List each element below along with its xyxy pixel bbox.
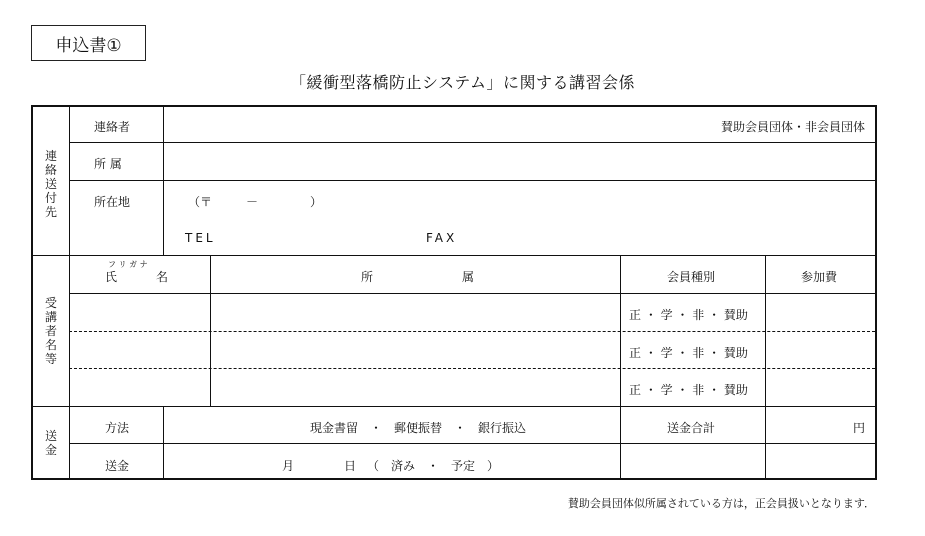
affiliation-header-1: 所 xyxy=(361,270,374,284)
address-label: 所在地 xyxy=(94,195,131,209)
attendee-section-label: 受講者名等 xyxy=(44,296,57,366)
payment-section-label: 送金 xyxy=(44,429,57,457)
total-label: 送金合計 xyxy=(667,421,716,435)
postal-dash: － xyxy=(246,195,259,209)
application-form xyxy=(31,105,877,480)
member-type-options[interactable]: 正 ・ 学 ・ 非 ・ 賛助 xyxy=(629,308,748,322)
footer-note: 賛助会員団体似所属されている方は，正会員扱いとなります． xyxy=(567,497,875,510)
day-label: 日 xyxy=(344,459,357,473)
fax-label: FAX xyxy=(426,231,458,245)
member-type-header: 会員種別 xyxy=(667,270,716,284)
affiliation-label: 所 属 xyxy=(94,157,122,171)
contact-person-label: 連絡者 xyxy=(94,120,131,134)
month-label: 月 xyxy=(282,459,295,473)
member-type-note: 賛助会員団体・非会員団体 xyxy=(720,120,865,134)
member-type-options[interactable]: 正 ・ 学 ・ 非 ・ 賛助 xyxy=(629,383,748,397)
yen-unit: 円 xyxy=(852,421,865,435)
page-title: 「緩衝型落橋防止システム」に関する講習会係 xyxy=(290,73,635,92)
fee-header: 参加費 xyxy=(801,270,838,284)
furigana-label: フ リ ガ ナ xyxy=(108,260,148,269)
contact-section-label: 連絡送付先 xyxy=(44,149,57,219)
document-label-box xyxy=(31,25,146,61)
postal-close: ） xyxy=(310,195,323,209)
member-type-options[interactable]: 正 ・ 学 ・ 非 ・ 賛助 xyxy=(629,346,748,360)
tel-label: TEL xyxy=(185,231,216,245)
payment-method-label: 方法 xyxy=(105,421,130,435)
name-header-1: 氏 xyxy=(105,270,118,284)
postal-open: （〒 xyxy=(188,195,213,209)
payment-method-options[interactable]: 現金書留 ・ 郵便振替 ・ 銀行振込 xyxy=(310,421,527,435)
transfer-label: 送金 xyxy=(105,459,130,473)
affiliation-header-2: 属 xyxy=(462,270,475,284)
name-header-2: 名 xyxy=(156,270,169,284)
transfer-status-options[interactable]: （ 済み ・ 予定 ） xyxy=(367,459,500,473)
document-label: 申込書① xyxy=(55,35,122,56)
